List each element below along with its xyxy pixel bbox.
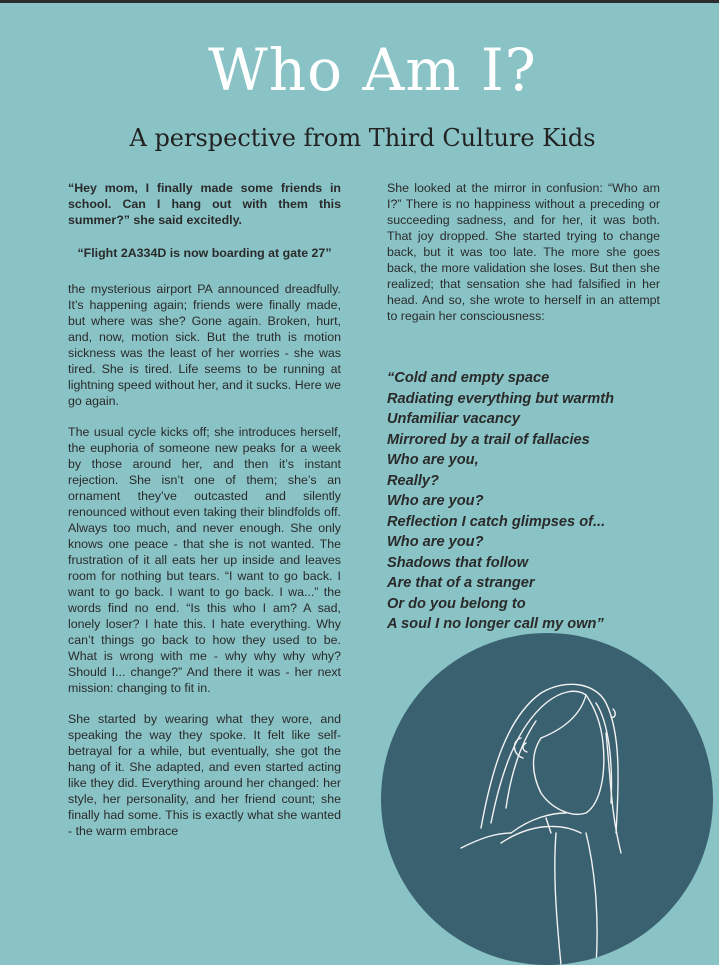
poem-line: Who are you, — [387, 452, 479, 468]
poem-line: Who are you? — [387, 493, 484, 509]
poem-line: Radiating everything but warmth — [387, 390, 615, 407]
poem-line: Reflection I catch glimpses of... — [387, 513, 606, 530]
top-border — [0, 0, 719, 3]
paragraph: She looked at the mirror in confusion: “Who am I?” There is no happiness without a preceding or succeeding sadness, and for her, it was both. That joy dropped. She started trying to change back, but it was too late. The more she goes back, the more validation she loses. But then she realized; that sensation she had falsified in her head. And so, she wrote to herself in an attempt to regain her consciousness: — [387, 181, 660, 323]
poem-line: Or do you belong to — [387, 595, 526, 612]
poem-line: Are that of a stranger — [387, 575, 535, 591]
poem-line: “Cold and empty space — [387, 370, 550, 386]
poem-line: Unfamiliar vacancy — [387, 411, 521, 427]
right-column — [387, 180, 660, 339]
poem-line: A soul I no longer call my own” — [387, 616, 604, 632]
paragraph: She started by wearing what they wore, and speaking the way they spoke. It felt like self-betrayal for a while, but eventually, she got the hang of it. She adapted, and even started acting like they did. Everything around her changed: her style, her personality, and her friend count; she finally had some. This is exactly what she wanted - the warm embrace — [68, 712, 341, 838]
poem-line: Shadows that follow — [387, 554, 529, 571]
poem-line: Mirrored by a trail of fallacies — [387, 431, 590, 448]
paragraph: the mysterious airport PA announced dreadfully. It’s happening again; friends were finally made, but where was she? Gone again. Broken, hurt, and, now, motion sick. But the truth is motion sickness was the least of her worries - she was tired. She is tired. Life seems to be running at lightning speed without her, and it sucks. Here we go again. — [68, 282, 341, 408]
woman-line-art-icon — [381, 633, 713, 965]
flight-announcement: “Flight 2A334D is now boarding at gate 27” — [77, 246, 332, 260]
paragraph: The usual cycle kicks off; she introduces herself, the euphoria of someone new peaks for a week by those around her, and then it’s instant rejection. She isn’t one of them; she’s an ornament they’ve outcasted and silently renounced without even taking their blindfolds off. Always too much, and never enough. She only knows one peace - that she is not wanted. The frustration of it all eats her up inside and leaves room for nothing but tears. “I want to go back. I want to go back. I want to go back. I wa...” the words find no end. “Is this who I am? A sad, lonely loser? I hate this. I hate everything. Why can’t things go back to how they used to be. What is wrong with me - why why why why? Should I... change?” And there it was - her next mission: changing to fit in. — [68, 425, 341, 695]
page-title: Who Am I? — [208, 36, 537, 104]
poem — [387, 368, 687, 635]
poem-line: Really? — [387, 472, 439, 489]
page-subtitle: A perspective from Third Culture Kids — [129, 124, 596, 152]
poem-line: Who are you? — [387, 534, 484, 550]
left-column — [68, 180, 341, 854]
illustration-circle — [381, 633, 713, 965]
opening-dialogue: “Hey mom, I finally made some friends in school. Can I hang out with them this summer?” she said excitedly. — [68, 181, 341, 227]
